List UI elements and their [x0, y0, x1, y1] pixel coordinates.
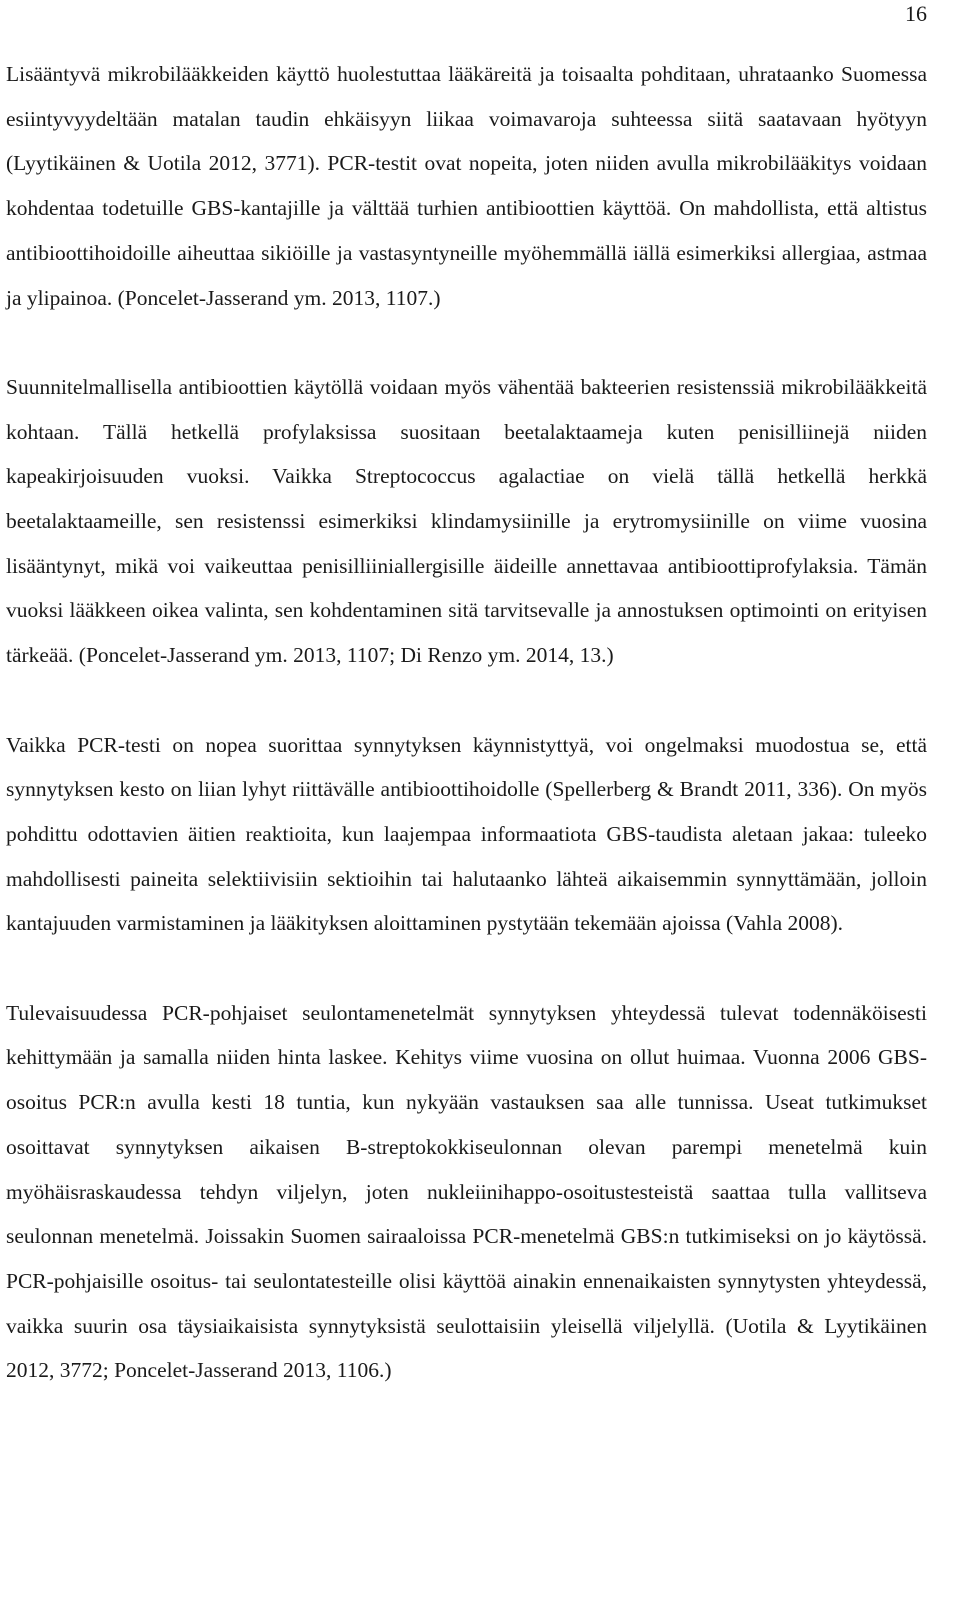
paragraph-antibiotic-concerns: Lisääntyvä mikrobilääkkeiden käyttö huolestuttaa lääkäreitä ja toisaalta pohditaan, uhrataanko Suomessa esiintyvyydeltään matalan taudin ehkäisyyn liikaa voimavaroja suhteessa siitä saatavaan hyötyyn (Lyytikäinen & Uotila 2012, 3771). PCR-testit ovat nopeita, joten niiden avulla mikrobilääkitys voidaan kohdentaa todetuille GBS-kantajille ja välttää turhien antibioottien käyttöä. On mahdollista, että altistus antibioottihoidoille aiheuttaa sikiöille ja vastasyntyneille myöhemmällä iällä esimerkiksi allergiaa, astmaa ja ylipainoa. (Poncelet-Jasserand ym. 2013, 1107.): [6, 62, 927, 310]
page-number: 16: [905, 1, 927, 26]
paragraph-future-screening: Tulevaisuudessa PCR-pohjaiset seulontamenetelmät synnytyksen yhteydessä tulevat todennäköisesti kehittymään ja samalla niiden hinta laskee. Kehitys viime vuosina on ollut huimaa. Vuonna 2006 GBS-osoitus PCR:n avulla kesti 18 tuntia, kun nykyään vastauksen saa alle tunnissa. Useat tutkimukset osoittavat synnytyksen aikaisen B-streptokokkiseulonnan olevan parempi menetelmä kuin myöhäisraskaudessa tehdyn viljelyn, joten nukleiinihappo-osoitustesteistä saattaa tulla vallitseva seulonnan menetelmä. Joissakin Suomen sairaaloissa PCR-menetelmä GBS:n tutkimiseksi on jo käytössä. PCR-pohjaisille osoitus- tai seulontatesteille olisi käyttöä ainakin ennenaikaisten synnytysten yhteydessä, vaikka suurin osa täysiaikaisista synnytyksistä seulottaisiin yleisellä viljelyllä. (Uotila & Lyytikäinen 2012, 3772; Poncelet-Jasserand 2013, 1106.): [6, 1000, 927, 1383]
paragraph-pcr-problems: Vaikka PCR-testi on nopea suorittaa synnytyksen käynnistyttyä, voi ongelmaksi muodostua se, että synnytyksen kesto on liian lyhyt riittävälle antibioottihoidolle (Spellerberg & Brandt 2011, 336). On myös pohdittu odottavien äitien reaktioita, kun laajempaa informaatiota GBS-taudista aletaan jakaa: tuleeko mahdollisesti paineita selektiivisiin sektioihin tai halutaanko lähteä aikaisemmin synnyttämään, jolloin kantajuuden varmistaminen ja lääkityksen aloittaminen pystytään tekemään ajoissa (Vahla 2008).: [6, 732, 927, 936]
paragraph-resistance: Suunnitelmallisella antibioottien käytöllä voidaan myös vähentää bakteerien resistenssiä mikrobilääkkeitä kohtaan. Tällä hetkellä profylaksissa suositaan beetalaktaameja kuten penisilliinejä niiden kapeakirjoisuuden vuoksi. Vaikka Streptococcus agalactiae on vielä tällä hetkellä herkkä beetalaktaameille, sen resistenssi esimerkiksi klindamysiinille ja erytromysiinille on viime vuosina lisääntynyt, mikä voi vaikeuttaa penisilliiniallergisille äideille annettavaa antibioottiprofylaksia. Tämän vuoksi lääkkeen oikea valinta, sen kohdentaminen sitä tarvitsevalle ja annostuksen optimointi on erityisen tärkeää. (Poncelet-Jasserand ym. 2013, 1107; Di Renzo ym. 2014, 13.): [6, 374, 927, 668]
